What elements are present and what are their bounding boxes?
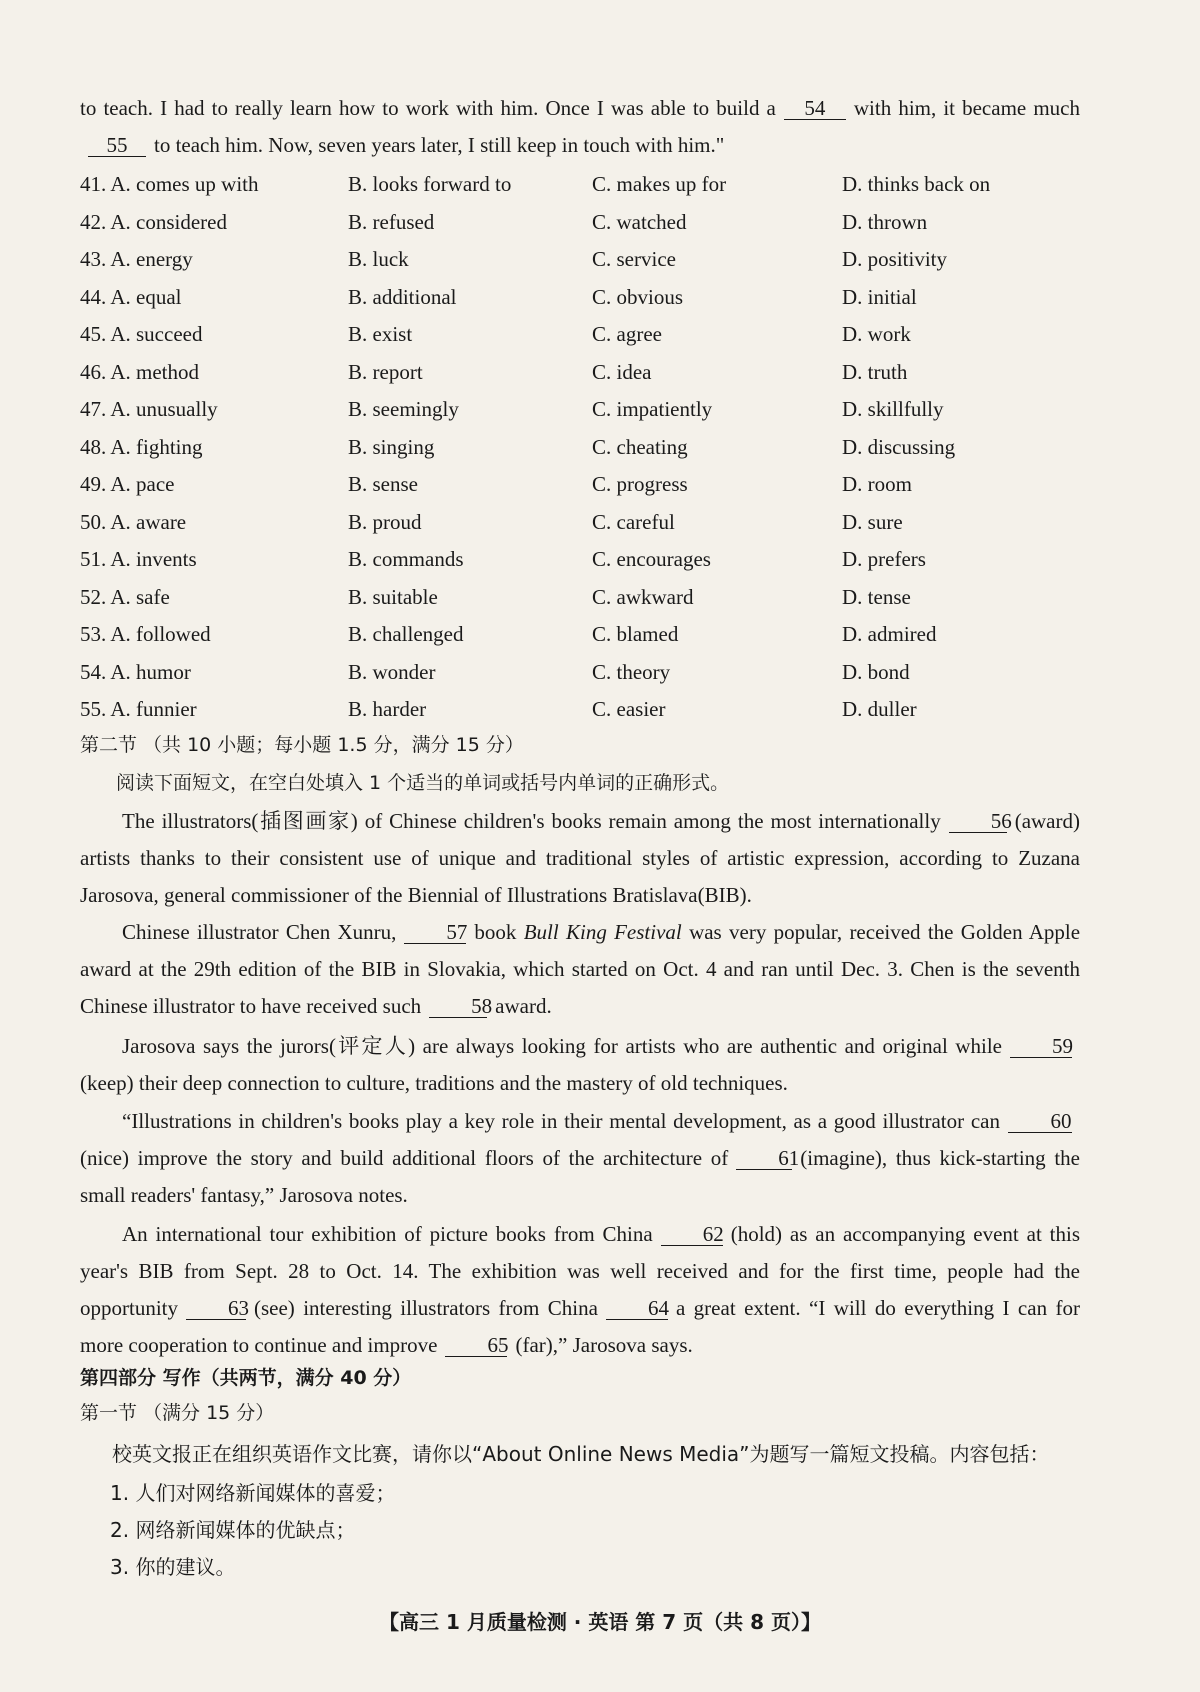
passage-text: An international tour exhibition of picture books from China <box>122 1222 653 1246</box>
question-row <box>80 316 1080 354</box>
passage-text: (keep) their deep connection to culture, traditions and the mastery of old techniques. <box>80 1071 788 1095</box>
passage-text: to teach him. Now, seven years later, I still keep in touch with him." <box>154 133 725 157</box>
option-d: D. positivity <box>842 247 948 271</box>
passage-paragraph-1 <box>80 803 1080 914</box>
option-d: D. skillfully <box>842 397 944 421</box>
question-row <box>80 616 1080 654</box>
option-d: D. thrown <box>842 209 928 234</box>
option-b: B. report <box>348 359 423 384</box>
prompt-item-2: 2. 网络新闻媒体的优缺点； <box>110 1518 356 1542</box>
option-b: B. seemingly <box>348 397 459 421</box>
blank-64: 64 <box>606 1297 668 1320</box>
prompt-item-1: 1. 人们对网络新闻媒体的喜爱； <box>110 1481 396 1505</box>
question-row <box>80 354 1080 392</box>
passage-text: Jarosova says the jurors(评定人) are always looking for artists who are authentic and original while <box>122 1034 1002 1058</box>
option-c: C. impatiently <box>592 397 713 421</box>
option-d: D. thinks back on <box>842 172 991 196</box>
passage-text: (hold) as an accompanying event at this year's BIB from Sept. 28 to Oct. 14. The exhibition was well received and for the first time, people had the opportunity <box>80 1222 1081 1320</box>
option-b: B. sense <box>348 472 418 496</box>
question-row <box>80 466 1080 504</box>
option-d: D. bond <box>842 659 910 684</box>
question-row <box>80 204 1080 242</box>
cloze-passage-end <box>80 90 1080 164</box>
passage-text: (nice) improve the story and build additional floors of the architecture of <box>80 1146 729 1170</box>
option-c: C. progress <box>592 472 688 496</box>
blank-62: 62 <box>661 1223 723 1246</box>
option-a: 50. A. aware <box>80 509 187 534</box>
blank-58: 58 <box>429 995 487 1018</box>
option-d: D. initial <box>842 284 917 309</box>
option-c: C. makes up for <box>592 172 727 196</box>
question-row <box>80 654 1080 692</box>
option-a: 51. A. invents <box>80 547 197 571</box>
passage-text: book <box>474 920 517 944</box>
question-row <box>80 391 1080 429</box>
blank-57: 57 <box>404 921 466 944</box>
option-c: C. idea <box>592 359 652 384</box>
option-c: C. watched <box>592 209 687 234</box>
option-a: 52. A. safe <box>80 584 170 609</box>
blank-55: 55 <box>88 134 146 157</box>
option-b: B. suitable <box>348 584 438 609</box>
question-row <box>80 504 1080 542</box>
question-row <box>80 241 1080 279</box>
blank-63: 63 <box>186 1297 246 1320</box>
blank-65: 65 <box>445 1334 507 1357</box>
option-a: 46. A. method <box>80 359 199 384</box>
option-b: B. harder <box>348 697 427 721</box>
option-b: B. commands <box>348 547 464 571</box>
option-c: C. cheating <box>592 434 688 459</box>
option-d: D. work <box>842 322 911 346</box>
option-c: C. careful <box>592 509 675 534</box>
option-a: 48. A. fighting <box>80 434 203 459</box>
writing-prompt: 校英文报正在组织英语作文比赛，请你以“About Online News Media”为题写一篇短文投稿。内容包括： <box>112 1442 1050 1466</box>
answer-options <box>80 166 1080 729</box>
option-c: C. blamed <box>592 622 679 646</box>
passage-paragraph-2 <box>80 914 1080 1025</box>
option-a: 55. A. funnier <box>80 697 197 721</box>
option-b: B. refused <box>348 209 435 234</box>
passage-text: Chinese illustrator Chen Xunru, <box>122 920 397 944</box>
prompt-item-3: 3. 你的建议。 <box>110 1555 236 1579</box>
option-a: 41. A. comes up with <box>80 172 259 196</box>
section2-heading: 第二节 （共 10 小题；每小题 1.5 分，满分 15 分） <box>80 734 524 756</box>
option-a: 53. A. followed <box>80 622 211 646</box>
passage-paragraph-4 <box>80 1103 1080 1214</box>
question-row <box>80 541 1080 579</box>
passage-text: award. <box>495 994 552 1018</box>
passage-text: (far),” Jarosova says. <box>515 1333 693 1357</box>
blank-54: 54 <box>784 97 846 120</box>
question-row <box>80 166 1080 204</box>
option-d: D. discussing <box>842 434 956 459</box>
question-row <box>80 579 1080 617</box>
page-footer: 【高三 1 月质量检测 · 英语 第 7 页（共 8 页）】 <box>378 1610 821 1634</box>
option-d: D. tense <box>842 584 911 609</box>
passage-text: (see) interesting illustrators from China <box>254 1296 598 1320</box>
question-row <box>80 279 1080 317</box>
option-a: 43. A. energy <box>80 247 193 271</box>
blank-60: 60 <box>1008 1110 1072 1133</box>
option-b: B. looks forward to <box>348 172 512 196</box>
passage-text: with him, it became much <box>853 96 1080 120</box>
option-c: C. awkward <box>592 584 694 609</box>
option-b: B. wonder <box>348 659 436 684</box>
option-d: D. sure <box>842 509 903 534</box>
option-d: D. prefers <box>842 547 926 571</box>
option-c: C. encourages <box>592 547 711 571</box>
passage-text: “Illustrations in children's books play a key role in their mental development, as a good illustrator can <box>122 1109 1000 1133</box>
option-d: D. duller <box>842 697 917 721</box>
question-row <box>80 429 1080 467</box>
option-d: D. room <box>842 472 912 496</box>
option-a: 49. A. pace <box>80 472 175 496</box>
section2-instruction: 阅读下面短文，在空白处填入 1 个适当的单词或括号内单词的正确形式。 <box>116 772 730 794</box>
blank-61: 61 <box>736 1147 792 1170</box>
option-a: 45. A. succeed <box>80 322 203 346</box>
passage-text: (imagine), thus kick-starting the small readers' fantasy,” Jarosova notes. <box>80 1146 1080 1207</box>
option-c: C. service <box>592 247 676 271</box>
option-b: B. exist <box>348 322 413 346</box>
book-title: Bull King Festival <box>523 920 682 944</box>
option-a: 47. A. unusually <box>80 397 218 421</box>
option-b: B. proud <box>348 509 422 534</box>
blank-59: 59 <box>1010 1035 1072 1058</box>
option-c: C. obvious <box>592 284 684 309</box>
option-b: B. additional <box>348 284 457 309</box>
passage-paragraph-5 <box>80 1216 1080 1364</box>
option-a: 54. A. humor <box>80 659 191 684</box>
option-d: D. admired <box>842 622 937 646</box>
passage-text: to teach. I had to really learn how to work with him. Once I was able to build a <box>80 96 776 120</box>
passage-paragraph-3 <box>80 1028 1080 1102</box>
part4-heading: 第四部分 写作（共两节，满分 40 分） <box>80 1367 412 1389</box>
passage-text: was very popular, received the Golden Apple award at the 29th edition of the BIB in Slovakia, which started on Oct. 4 and ran until Dec. 3. Chen is the seventh Chinese illustrator to have received such <box>80 920 1081 1018</box>
option-a: 44. A. equal <box>80 284 182 309</box>
option-c: C. easier <box>592 697 666 721</box>
passage-text: a great extent. “I will do everything I can for more cooperation to continue and improve <box>80 1296 1080 1357</box>
option-c: C. agree <box>592 322 662 346</box>
option-c: C. theory <box>592 659 671 684</box>
option-d: D. truth <box>842 359 908 384</box>
question-row <box>80 691 1080 729</box>
passage-text: The illustrators(插图画家) of Chinese children's books remain among the most internationally <box>122 809 941 833</box>
option-a: 42. A. considered <box>80 209 227 234</box>
passage-text: (award) artists thanks to their consistent use of unique and traditional styles of artistic expression, according to Zuzana Jarosova, general commissioner of the Biennial of Illustrations Bratislava(BIB). <box>80 809 1080 907</box>
option-b: B. luck <box>348 247 409 271</box>
option-b: B. challenged <box>348 622 464 646</box>
option-b: B. singing <box>348 434 435 459</box>
blank-56: 56 <box>949 810 1007 833</box>
part4-subheading: 第一节 （满分 15 分） <box>80 1402 275 1424</box>
